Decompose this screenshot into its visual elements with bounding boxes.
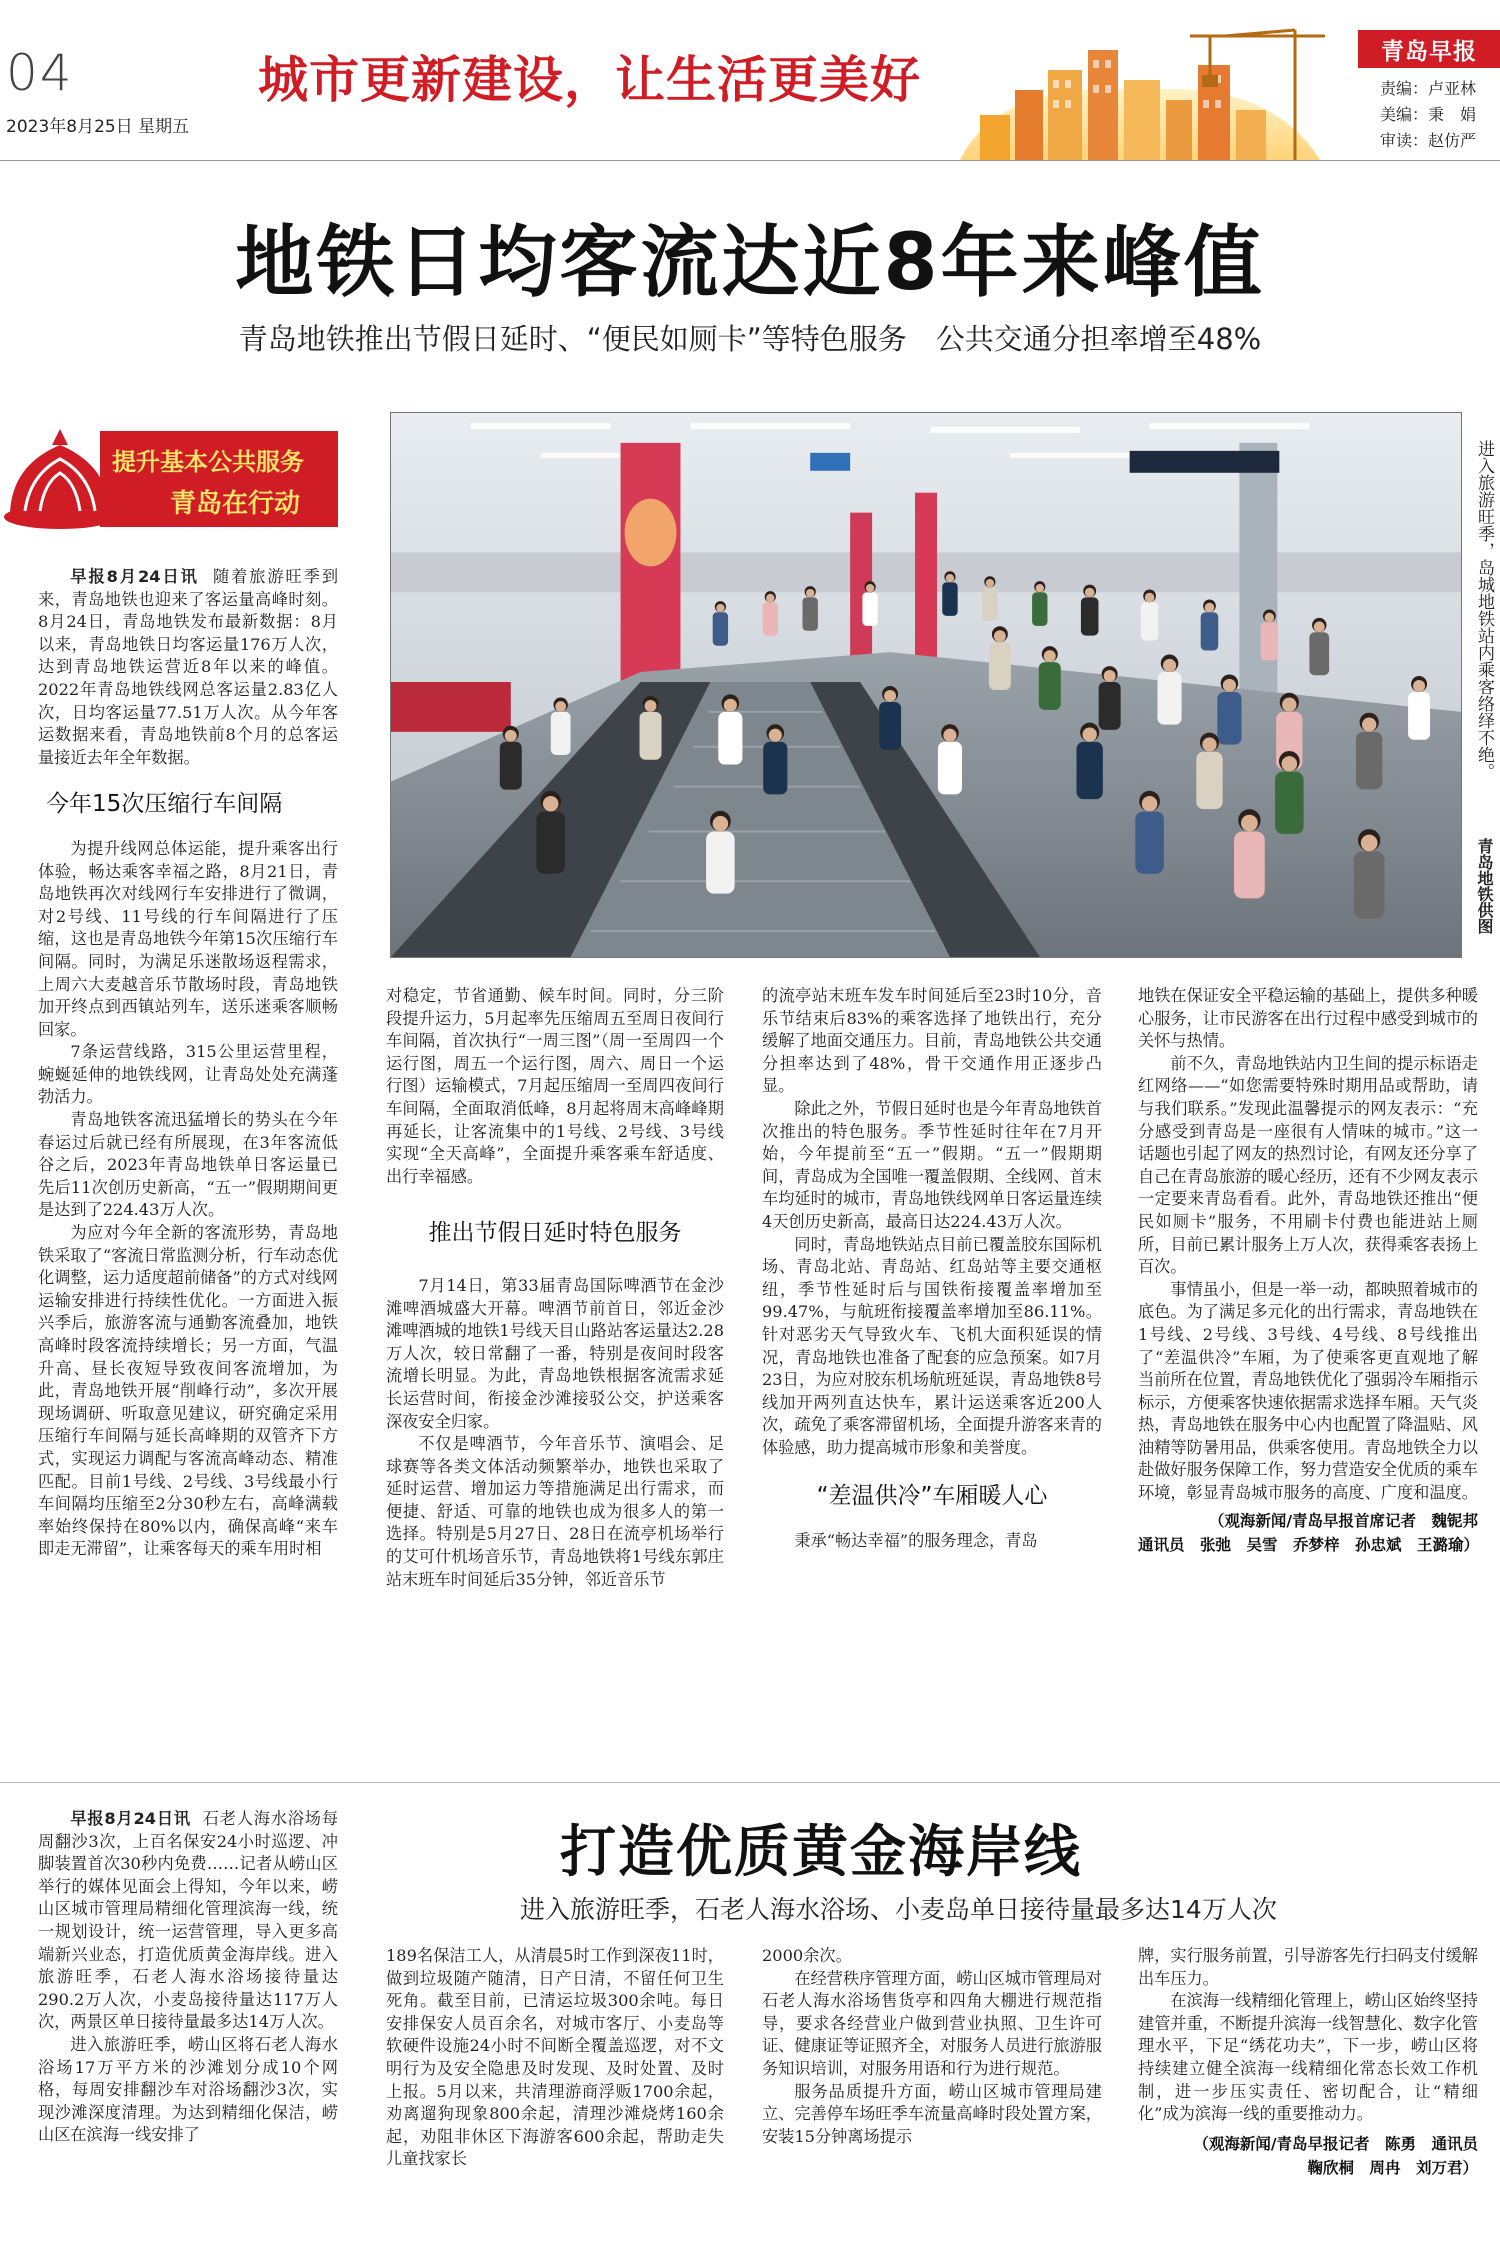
story1-col2-paragraph: 7月14日，第33届青岛国际啤酒节在金沙滩啤酒城盛大开幕。啤酒节前首日，邻近金沙滩啤酒城的地铁1号线天目山路站客运量达2.28万人次，较日常翻了一番，特别是夜间时段客流增长明显。为此，青岛地铁根据客流需求延长运营时间，衔接金沙滩接驳公交，护送乘客深夜安全归家。 bbox=[386, 1275, 724, 1431]
photo-credit: 青岛地铁供图 bbox=[1475, 838, 1494, 934]
story1-col1-paragraph: 青岛地铁客流迅猛增长的势头在今年春运过后就已经有所展现，在3年客流低谷之后，2023年青岛地铁单日客运量已先后11次创历史新高，“五一”假期期间更是达到了224.43万人次。 bbox=[38, 1110, 338, 1220]
story2-column-3 bbox=[762, 1945, 1102, 2148]
crowd-figure-body bbox=[879, 702, 901, 750]
column-badge-line2: 青岛在行动 bbox=[170, 489, 301, 519]
story2-col4-paragraph: 在滨海一线精细化管理上，崂山区始终坚持建管并重，不断提升滨海一线智慧化、数字化管理水平，下足“绣花功夫”，下一步，崂山区将持续建立健全滨海一线精细化常态长效工作机制，进一步压实责任、密切配合，让“精细化”成为滨海一线的重要推动力。 bbox=[1138, 1991, 1478, 2124]
story1-col1-paragraph: 为提升线网总体运能，提升乘客出行体验，畅达乘客幸福之路，8月21日，青岛地铁再次对线网行车安排进行了微调，对2号线、11号线的行车间隔进行了压缩，这也是青岛地铁今年第15次压缩行车间隔。同时，为满足乐迷散场返程需求，上周六大麦越音乐节散场时段，青岛地铁加开终点到西镇站列车，送乐迷乘客顺畅回家。 bbox=[38, 838, 338, 1039]
newspaper-logo: 青岛早报 bbox=[1358, 30, 1500, 68]
crowd-figure-body bbox=[551, 712, 571, 755]
crowd-figure-body bbox=[763, 602, 778, 635]
crowd-figure-body bbox=[718, 712, 742, 765]
story1-subheadline: 青岛地铁推出节假日延时、“便民如厕卡”等特色服务 公共交通分担率增至48% bbox=[238, 322, 1262, 356]
crowd-figure-face bbox=[1202, 737, 1216, 751]
page-number: 04 bbox=[6, 44, 74, 102]
crowd-figure-face bbox=[1163, 659, 1176, 672]
story2-subheadline: 进入旅游旺季，石老人海水浴场、小麦岛单日接待量最多达14万人次 bbox=[520, 1895, 1277, 1924]
story1-col2-paragraph: 对稳定，节省通勤、候车时间。同时，分三阶段提升运力，5月起率先压缩周五至周日夜间行车间隔，首次执行“一周三图”（周一至周四一个运行图，周五一个运行图，周六、周日一个运行图）运输模式，7月起压缩周一至周四夜间行车间隔，全面取消低峰，8月起将周末高峰峰期再延长，让客流集中的1号线、2号线、3号线实现“全天高峰”，全面提升乘客乘车舒适度、出行幸福感。 bbox=[386, 986, 724, 1186]
crowd-figure-body bbox=[536, 812, 565, 874]
crowd-figure-face bbox=[713, 816, 729, 832]
crowd-figure-body bbox=[640, 712, 662, 760]
crowd-figure-face bbox=[1142, 796, 1158, 812]
metro-escalator-photo bbox=[390, 412, 1462, 958]
crowd-figure-body bbox=[1309, 632, 1329, 675]
story2-col3-paragraph: 在经营秩序管理方面，崂山区城市管理局对石老人海水浴场售货亭和四角大棚进行规范指导，要求各经营业户做到营业执照、卫生许可证、健康证等证照齐全，对服务人员进行旅游服务知识培训，对服务用语和行为进行规范。 bbox=[762, 1968, 1102, 2078]
editor-credit: 责编：卢亚林 bbox=[1380, 79, 1477, 98]
crowd-figure-face bbox=[986, 579, 994, 587]
crowd-figure-body bbox=[1408, 692, 1430, 740]
proofreader-credit: 审读：赵仿严 bbox=[1380, 131, 1477, 150]
crowd-figure-face bbox=[724, 699, 737, 712]
crowd-figure-body bbox=[1201, 612, 1219, 650]
crowd-figure-face bbox=[1205, 603, 1215, 613]
crowd-figure-face bbox=[1314, 621, 1325, 632]
story1-column-4 bbox=[1138, 985, 1478, 1557]
story2-col3-paragraph: 2000余次。 bbox=[762, 1946, 852, 1965]
crowd-figure-body bbox=[1354, 851, 1385, 918]
story1-column-2 bbox=[386, 985, 724, 1591]
crowd-figure-face bbox=[1223, 679, 1236, 692]
crowd-figure-body bbox=[1261, 622, 1279, 660]
crowd-figure-body bbox=[1275, 772, 1304, 834]
crowd-figure-face bbox=[505, 730, 517, 742]
crowd-figure-body bbox=[1356, 732, 1382, 789]
story1-col2-paragraph: 不仅是啤酒节，今年音乐节、演唱会、足球赛等各类文体活动频繁举办，地铁也采取了延时运营、增加运力等措施满足出行需求，而便捷、舒适、可靠的地铁也成为很多人的第一选择。特别是5月27日、28日在流亭机场举行的艾可什机场音乐节，青岛地铁将1号线东郭庄站末班车时间延后35分钟，邻近音乐节 bbox=[386, 1434, 724, 1589]
story1-col4-paragraph: 事情虽小，但是一举一动，都映照着城市的底色。为了满足多元化的出行需求，青岛地铁在1号线、2号线、3号线、4号线、8号线推出了“差温供冷”车厢，为了使乘客更直观地了解当前所在位置，青岛地铁优化了强弱冷车厢指示标示，方便乘客快速依据需求选择车厢。天气炎热，青岛地铁在服务中心内也配置了降温贴、风油精等防暑用品，供乘客使用。青岛地铁全力以赴做好服务保障工作，努力营造安全优质的乘车环境，彰显青岛城市服务的高度、广度和温度。 bbox=[1138, 1279, 1478, 1503]
story1-dateline: 早报8月24日讯 bbox=[70, 567, 199, 586]
story1-col1-paragraph: 随着旅游旺季到来，青岛地铁也迎来了客运量高峰时刻。8月24日，青岛地铁发布最新数据：8月以来，青岛地铁日均客运量176万人次，达到青岛地铁运营近8年以来的峰值。2022年青岛地铁线网总客运量2.83亿人次，日均客运量77.51万人次。从今年客运数据来看，青岛地铁前8个月的总客运量接近去年全年数据。 bbox=[38, 567, 339, 767]
crowd-figure-face bbox=[1265, 613, 1275, 623]
crowd-figure-body bbox=[500, 742, 522, 790]
crowd-figure-face bbox=[1413, 680, 1425, 692]
crowd-figure-face bbox=[766, 594, 774, 602]
story1-subhead-1: 今年15次压缩行车间隔 bbox=[46, 791, 283, 818]
story2-col4-paragraph: 牌，实行服务前置，引导游客先行扫码支付缓解出车压力。 bbox=[1138, 1946, 1478, 1988]
crowd-figure-face bbox=[946, 574, 954, 582]
issue-date: 2023年8月25日 星期五 bbox=[6, 117, 190, 137]
photo-caption: 进入旅游旺季，岛城地铁站内乘客络绎不绝。 bbox=[1474, 440, 1494, 780]
story1-subhead-2: 推出节假日延时特色服务 bbox=[428, 1220, 682, 1247]
crowd-figure-face bbox=[1241, 815, 1258, 832]
crowd-figure-body bbox=[1039, 662, 1061, 710]
story1-column-1 bbox=[38, 566, 338, 1561]
story1-col1-paragraph: 7条运营线路，315公里运营里程，蜿蜒延伸的地铁线网，让青岛处处充满蓬勃活力。 bbox=[38, 1042, 338, 1107]
city-skyline-illustration bbox=[940, 20, 1330, 160]
crowd-figure-face bbox=[1145, 593, 1155, 603]
story2-col3-paragraph: 服务品质提升方面，崂山区城市管理局建立、完善停车场旺季车流量高峰时段处置方案，安装15分钟离场提示 bbox=[762, 2081, 1102, 2146]
crowd-figure-face bbox=[806, 589, 814, 597]
story2-dateline: 早报8月24日讯 bbox=[70, 1809, 191, 1828]
crowd-figure-face bbox=[543, 796, 559, 812]
story2-headline: 打造优质黄金海岸线 bbox=[560, 1820, 1082, 1885]
story2-byline-2: 鞠欣桐 周冉 刘万君） bbox=[1307, 2158, 1478, 2177]
crowd-figure-face bbox=[769, 729, 782, 742]
crowd-figure-face bbox=[645, 700, 657, 712]
story1-col3-paragraph: 秉承“畅达幸福”的服务理念，青岛 bbox=[794, 1531, 1038, 1551]
crowd-figure-body bbox=[1099, 682, 1121, 730]
story1-col3-paragraph: 同时，青岛地铁站点目前已覆盖胶东国际机场、青岛北站、青岛站、红岛站等主要交通枢纽，季节性延时后与国铁衔接覆盖率增加至99.47%，与航班衔接覆盖率增加至86.11%。针对恶劣天气导致火车、飞机大面积延误的情况，青岛地铁也准备了配套的应急预案。如7月23日，为应对胶东机场航班延误，青岛地铁8号线加开两列直达快车，累计运送乘客近200人次，疏免了乘客滞留机场，全面提升游客来青的体验感，助力提高城市形象和美誉度。 bbox=[762, 1234, 1102, 1457]
story1-subhead-3: “差温供冷”车厢暖人心 bbox=[816, 1483, 1048, 1510]
crowd-figure-face bbox=[884, 690, 896, 702]
column-badge-line1: 提升基本公共服务 bbox=[112, 448, 304, 476]
crowd-figure-face bbox=[555, 701, 566, 712]
crowd-figure-face bbox=[1044, 650, 1056, 662]
crowd-figure-face bbox=[716, 604, 724, 612]
crowd-figure-body bbox=[763, 742, 787, 795]
crowd-figure-body bbox=[706, 831, 735, 893]
crowd-figure-face bbox=[866, 584, 874, 592]
header-divider bbox=[0, 160, 1500, 161]
crowd-figure-body bbox=[1081, 597, 1099, 635]
story2-col1-paragraph: 进入旅游旺季，崂山区将石老人海水浴场17万平方米的沙滩划分成10个网格，每周安排翻沙车对浴场翻沙3次，实现沙滩深度清理。为达到精细化保洁，崂山区在滨海一线安排了 bbox=[38, 2034, 338, 2145]
crowd-figure-face bbox=[994, 630, 1006, 642]
crowd-figure-body bbox=[1077, 742, 1103, 799]
section-banner-title: 城市更新建设，让生活更美好 bbox=[258, 50, 921, 109]
designer-credit: 美编：秉 娟 bbox=[1380, 105, 1477, 124]
crowd-figure-face bbox=[1361, 835, 1378, 852]
story1-col4-paragraph: 前不久，青岛地铁站内卫生间的提示标语走红网络——“如您需要特殊时期用品或帮助，请与我们联系。”发现此温馨提示的网友表示：“充分感受到青岛是一座很有人情味的城市。”这一话题也引起了网友的热烈讨论，有网友还分享了自己在青岛旅游的暖心经历，还有不少网友表示一定要来青岛看看。此外，青岛地铁还推出“便民如厕卡”服务，不用刷卡付费也能进站上厕所，目前已累计服务上万人次，获得乘客表扬上百次。 bbox=[1138, 1053, 1478, 1277]
story2-column-2 bbox=[386, 1945, 724, 2171]
crowd-figure-body bbox=[982, 587, 997, 620]
crowd-figure-body bbox=[938, 742, 962, 795]
story2-byline-1: （观海新闻/青岛早报记者 陈勇 通讯员 bbox=[1193, 2134, 1478, 2153]
story1-col3-paragraph: 的流亭站末班车发车时间延后至23时10分，音乐节结束后83%的乘客选择了地铁出行，充分缓解了地面交通压力。目前，青岛地铁公共交通分担率达到了48%，骨干交通作用正逐步凸显。 bbox=[762, 986, 1102, 1096]
story2-column-4 bbox=[1138, 1945, 1478, 2180]
crowd-figure-body bbox=[989, 642, 1011, 690]
story1-byline-2: 通讯员 张弛 吴雪 乔梦梓 孙忠斌 王潞瑜） bbox=[1138, 1535, 1480, 1554]
crowd-figure-body bbox=[1032, 592, 1047, 625]
story1-col3-paragraph: 除此之外，节假日延时也是今年青岛地铁首次推出的特色服务。季节性延时往年在7月开始，今年提前至“五一”假期。“五一”假期期间，青岛成为全国唯一覆盖假期、全线网、首末车均延时的城市，青岛地铁线网单日客运量连续4天创历史新高，最高日达224.43万人次。 bbox=[762, 1098, 1102, 1231]
story1-column-3 bbox=[762, 985, 1102, 1553]
crowd-figure-body bbox=[1196, 752, 1222, 809]
story2-col2-paragraph: 189名保洁工人，从清晨5时工作到深夜11时，做到垃圾随产随清，日产日清，不留任何卫生死角。截至目前，已清运垃圾300余吨。每日安排保安人员百余名，对城市客厅、小麦岛等软硬件设施24小时不间断全覆盖巡逻，对不文明行为及安全隐患及时发现、及时处置、及时上报。5月以来，共清理游商浮贩1700余起，劝离遛狗现象800余起，清理沙滩烧烤160余起，劝阻非休区下海游客600余起，帮助走失儿童找家长 bbox=[386, 1946, 724, 2169]
story1-headline: 地铁日均客流达近8年来峰值 bbox=[235, 218, 1265, 308]
crowd-figure-body bbox=[942, 582, 957, 615]
crowd-figure-body bbox=[1217, 692, 1241, 745]
crowd-figure-body bbox=[803, 597, 818, 630]
crowd-figure-face bbox=[1104, 670, 1116, 682]
crowd-figure-face bbox=[1282, 756, 1298, 772]
story1-byline-1: （观海新闻/青岛早报首席记者 魏铌邦 bbox=[1208, 1511, 1478, 1530]
crowd-figure-body bbox=[1141, 602, 1159, 640]
crowd-figure-face bbox=[1083, 727, 1097, 741]
crowd-figure-body bbox=[1234, 831, 1265, 898]
crowd-figure-face bbox=[1085, 588, 1095, 598]
crowd-figure-face bbox=[1362, 717, 1376, 731]
column-badge bbox=[0, 425, 340, 533]
story1-col4-paragraph: 地铁在保证安全平稳运输的基础上，提供多种暖心服务，让市民游客在出行过程中感受到城市的关怀与热情。 bbox=[1138, 986, 1478, 1051]
crowd-figure-body bbox=[862, 592, 877, 625]
story2-col1-paragraph: 石老人海水浴场每周翻沙3次，上百名保安24小时巡逻、冲脚装置首次30秒内免费……记者从崂山区举行的媒体见面会上得知，今年以来，崂山区城市管理局精细化管理滨海一线，统一规划设计，统一运营管理，导入更多高端新兴业态，打造优质黄金海岸线。进入旅游旺季，石老人海水浴场接待量达290.2万人次，小麦岛接待量达117万人次，两景区单日接待量最多达14万人次。 bbox=[38, 1809, 339, 2032]
crowd-figure-body bbox=[1157, 672, 1181, 725]
story2-column-1 bbox=[38, 1808, 338, 2147]
crowd-figure-body bbox=[1135, 812, 1164, 874]
crowd-figure-body bbox=[713, 612, 728, 645]
crowd-figure-face bbox=[1282, 698, 1296, 712]
story-divider bbox=[0, 1782, 1500, 1783]
crowd-figure-face bbox=[1036, 584, 1044, 592]
story1-col1-paragraph: 为应对今年全新的客流形势，青岛地铁采取了“客流日常监测分析，行车动态优化调整，运力适度超前储备”的方式对线网运输安排进行持续性优化。一方面进入振兴季后，旅游客流与通勤客流叠加，地铁高峰时段客流持续增长；另一方面，气温升高、昼长夜短导致夜间客流增加，为此，青岛地铁开展“削峰行动”，多次开展现场调研、听取意见建议，研究确定采用压缩行车间隔与延长高峰期的双管齐下方式，实现运力调配与客流高峰动态、精准匹配。目前1号线、2号线、3号线最小行车间隔均压缩至2分30秒左右，高峰满载率始终保持在80%以内，确保高峰“来车即走无滞留”，让乘客每天的乘车用时相 bbox=[38, 1223, 338, 1559]
crowd-figure-face bbox=[943, 729, 956, 742]
